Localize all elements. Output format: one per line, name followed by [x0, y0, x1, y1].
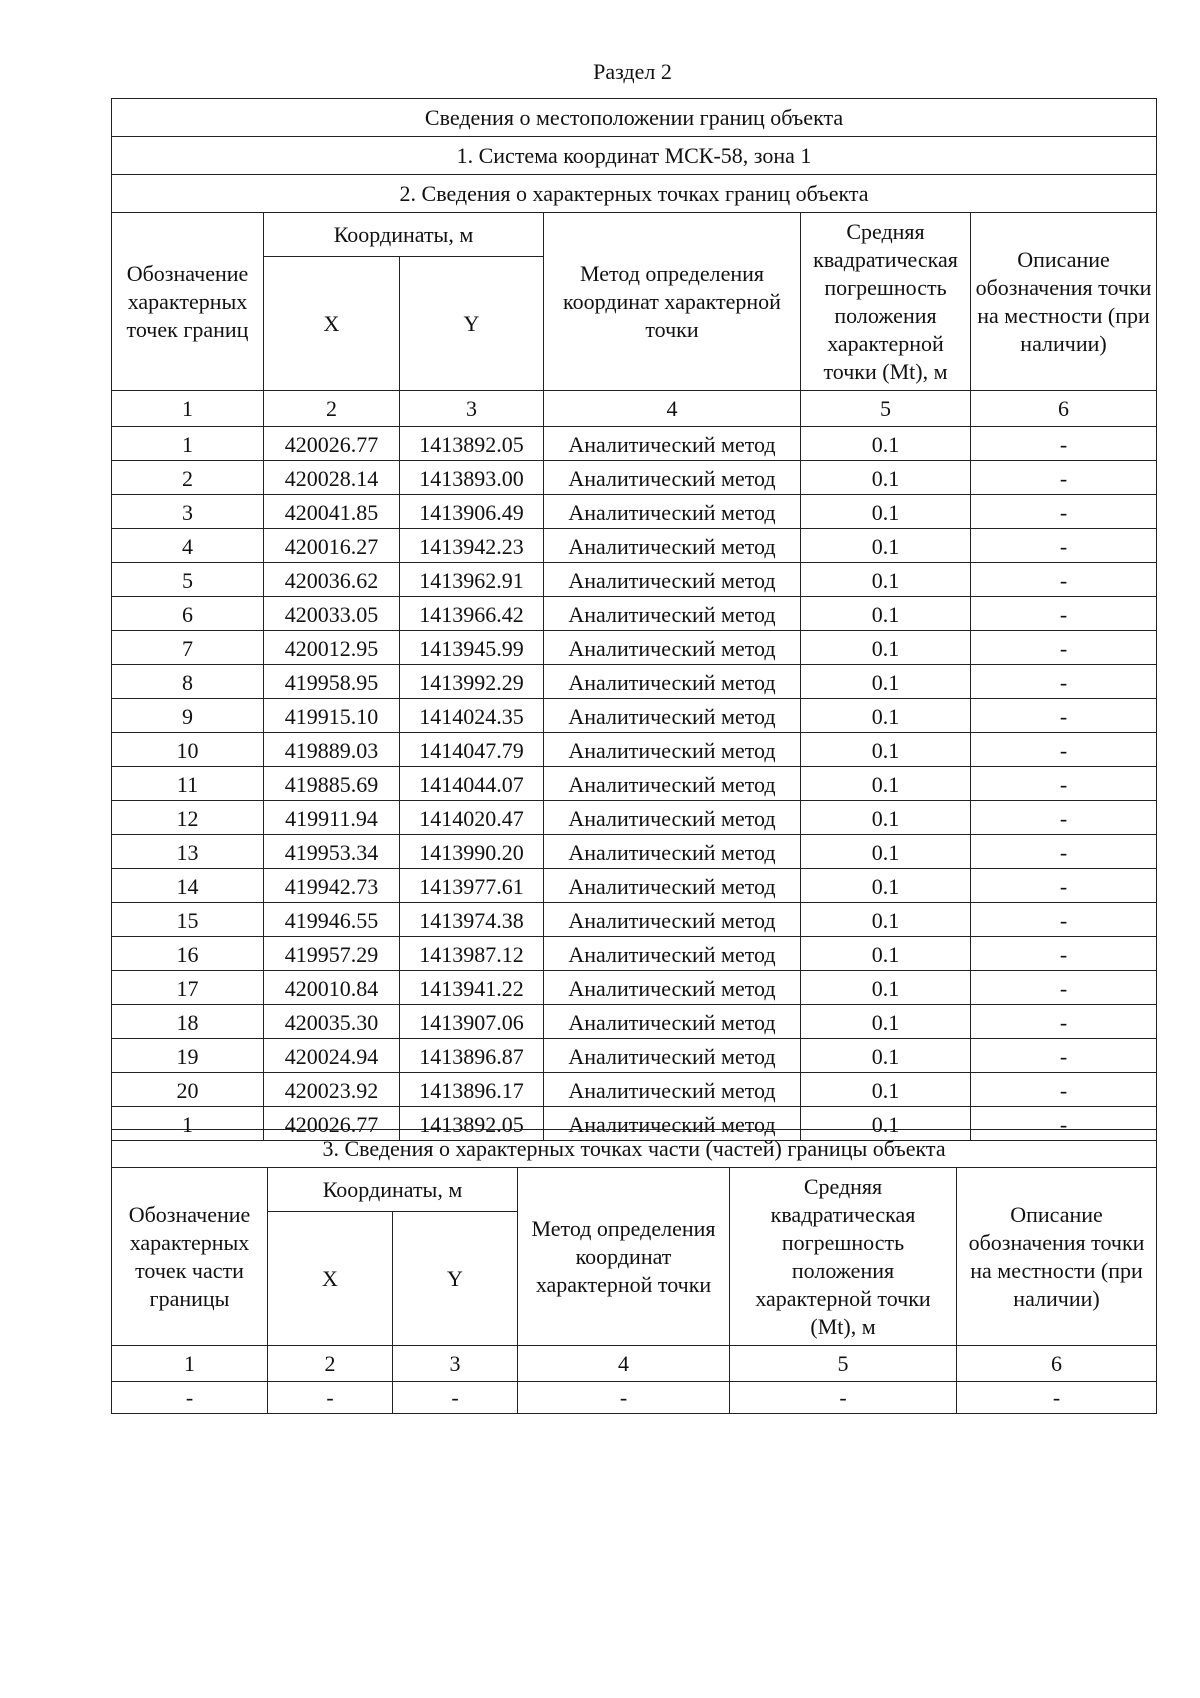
point-cell: 15: [112, 903, 264, 937]
header-method: Метод определения координат характерной точки: [518, 1168, 730, 1346]
table-row: [112, 699, 1157, 733]
header-designation: Обозначение характерных точек границ: [112, 213, 264, 391]
method-cell: Аналитический метод: [544, 461, 801, 495]
point-cell: 5: [112, 563, 264, 597]
column-number: 6: [971, 391, 1157, 427]
description-cell: -: [971, 1107, 1157, 1141]
x-cell: 420010.84: [264, 971, 400, 1005]
method-cell: Аналитический метод: [544, 767, 801, 801]
header-x: X: [264, 257, 400, 391]
header-coordinates: Координаты, м: [264, 213, 544, 257]
description-cell: -: [971, 767, 1157, 801]
y-cell: -: [393, 1382, 518, 1414]
table-row: [112, 801, 1157, 835]
y-cell: 1413893.00: [400, 461, 544, 495]
table-row: [112, 903, 1157, 937]
description-cell: -: [971, 869, 1157, 903]
method-cell: Аналитический метод: [544, 427, 801, 461]
method-cell: Аналитический метод: [544, 699, 801, 733]
point-cell: -: [112, 1382, 268, 1414]
x-cell: 420041.85: [264, 495, 400, 529]
table-row: [112, 665, 1157, 699]
description-cell: -: [971, 733, 1157, 767]
description-cell: -: [971, 665, 1157, 699]
error-cell: 0.1: [801, 937, 971, 971]
point-cell: 9: [112, 699, 264, 733]
header-error: Средняя квадратическая погрешность положения характерной точки (Mt), м: [730, 1168, 957, 1346]
x-cell: 419953.34: [264, 835, 400, 869]
column-number: 5: [730, 1346, 957, 1382]
point-cell: 18: [112, 1005, 264, 1039]
table-row: [112, 495, 1157, 529]
y-cell: 1413945.99: [400, 631, 544, 665]
error-cell: 0.1: [801, 665, 971, 699]
column-number: 2: [268, 1346, 393, 1382]
y-cell: 1413992.29: [400, 665, 544, 699]
method-cell: Аналитический метод: [544, 1005, 801, 1039]
boundary-points-table: [111, 98, 1157, 1141]
y-cell: 1413892.05: [400, 427, 544, 461]
method-cell: Аналитический метод: [544, 665, 801, 699]
x-cell: 420016.27: [264, 529, 400, 563]
error-cell: 0.1: [801, 427, 971, 461]
header-description: Описание обозначения точки на местности (при наличии): [971, 213, 1157, 391]
method-cell: Аналитический метод: [544, 495, 801, 529]
table-row: [112, 427, 1157, 461]
point-cell: 4: [112, 529, 264, 563]
x-cell: -: [268, 1382, 393, 1414]
description-cell: -: [971, 529, 1157, 563]
error-cell: 0.1: [801, 801, 971, 835]
method-cell: Аналитический метод: [544, 631, 801, 665]
y-cell: 1413962.91: [400, 563, 544, 597]
point-cell: 12: [112, 801, 264, 835]
point-cell: 14: [112, 869, 264, 903]
column-number: 4: [544, 391, 801, 427]
x-cell: 419911.94: [264, 801, 400, 835]
y-cell: 1413906.49: [400, 495, 544, 529]
error-cell: 0.1: [801, 461, 971, 495]
error-cell: 0.1: [801, 563, 971, 597]
point-cell: 7: [112, 631, 264, 665]
error-cell: 0.1: [801, 971, 971, 1005]
x-cell: 420026.77: [264, 1107, 400, 1141]
coord-system: 1. Система координат МСК-58, зона 1: [112, 137, 1157, 175]
error-cell: 0.1: [801, 835, 971, 869]
table-subtitle: 3. Сведения о характерных точках части (частей) границы объекта: [112, 1130, 1157, 1168]
description-cell: -: [957, 1382, 1157, 1414]
method-cell: Аналитический метод: [544, 971, 801, 1005]
y-cell: 1413974.38: [400, 903, 544, 937]
table-row: [112, 733, 1157, 767]
method-cell: Аналитический метод: [544, 597, 801, 631]
header-coordinates: Координаты, м: [268, 1168, 518, 1212]
method-cell: Аналитический метод: [544, 937, 801, 971]
table-row: [112, 461, 1157, 495]
point-cell: 19: [112, 1039, 264, 1073]
error-cell: 0.1: [801, 1005, 971, 1039]
method-cell: Аналитический метод: [544, 563, 801, 597]
error-cell: 0.1: [801, 699, 971, 733]
column-numbers-row: [112, 391, 1157, 427]
point-cell: 13: [112, 835, 264, 869]
y-cell: 1413941.22: [400, 971, 544, 1005]
x-cell: 420035.30: [264, 1005, 400, 1039]
error-cell: 0.1: [801, 903, 971, 937]
y-cell: 1414044.07: [400, 767, 544, 801]
error-cell: 0.1: [801, 1039, 971, 1073]
y-cell: 1413977.61: [400, 869, 544, 903]
column-number: 5: [801, 391, 971, 427]
header-method: Метод определения координат характерной точки: [544, 213, 801, 391]
table-row: [112, 631, 1157, 665]
header-y: Y: [393, 1212, 518, 1346]
error-cell: -: [730, 1382, 957, 1414]
point-cell: 17: [112, 971, 264, 1005]
table-row: [112, 1005, 1157, 1039]
y-cell: 1413907.06: [400, 1005, 544, 1039]
point-cell: 8: [112, 665, 264, 699]
table-row: [112, 529, 1157, 563]
table-row: [112, 597, 1157, 631]
description-cell: -: [971, 937, 1157, 971]
table-row: [112, 563, 1157, 597]
y-cell: 1413990.20: [400, 835, 544, 869]
y-cell: 1413896.17: [400, 1073, 544, 1107]
x-cell: 420033.05: [264, 597, 400, 631]
point-cell: 16: [112, 937, 264, 971]
description-cell: -: [971, 1073, 1157, 1107]
x-cell: 419885.69: [264, 767, 400, 801]
description-cell: -: [971, 1039, 1157, 1073]
column-number: 1: [112, 391, 264, 427]
method-cell: Аналитический метод: [544, 1039, 801, 1073]
point-cell: 3: [112, 495, 264, 529]
error-cell: 0.1: [801, 529, 971, 563]
description-cell: -: [971, 903, 1157, 937]
table-row: [112, 1382, 1157, 1414]
method-cell: Аналитический метод: [544, 733, 801, 767]
y-cell: 1413987.12: [400, 937, 544, 971]
y-cell: 1413892.05: [400, 1107, 544, 1141]
column-number: 3: [400, 391, 544, 427]
error-cell: 0.1: [801, 495, 971, 529]
y-cell: 1413966.42: [400, 597, 544, 631]
method-cell: Аналитический метод: [544, 835, 801, 869]
method-cell: Аналитический метод: [544, 1107, 801, 1141]
x-cell: 420036.62: [264, 563, 400, 597]
x-cell: 419957.29: [264, 937, 400, 971]
table-subtitle: 2. Сведения о характерных точках границ объекта: [112, 175, 1157, 213]
header-designation: Обозначение характерных точек части границы: [112, 1168, 268, 1346]
method-cell: Аналитический метод: [544, 903, 801, 937]
section-title: Раздел 2: [593, 59, 672, 84]
error-cell: 0.1: [801, 733, 971, 767]
column-number: 4: [518, 1346, 730, 1382]
y-cell: 1414047.79: [400, 733, 544, 767]
x-cell: 420024.94: [264, 1039, 400, 1073]
description-cell: -: [971, 427, 1157, 461]
x-cell: 419946.55: [264, 903, 400, 937]
table-title: Сведения о местоположении границ объекта: [112, 99, 1157, 137]
error-cell: 0.1: [801, 597, 971, 631]
x-cell: 420023.92: [264, 1073, 400, 1107]
error-cell: 0.1: [801, 1107, 971, 1141]
table-row: [112, 971, 1157, 1005]
description-cell: -: [971, 1005, 1157, 1039]
y-cell: 1413942.23: [400, 529, 544, 563]
y-cell: 1414024.35: [400, 699, 544, 733]
header-x: X: [268, 1212, 393, 1346]
header-y: Y: [400, 257, 544, 391]
table-row: [112, 767, 1157, 801]
column-number: 6: [957, 1346, 1157, 1382]
column-numbers-row: [112, 1346, 1157, 1382]
method-cell: Аналитический метод: [544, 801, 801, 835]
column-number: 1: [112, 1346, 268, 1382]
description-cell: -: [971, 495, 1157, 529]
header-description: Описание обозначения точки на местности (при наличии): [957, 1168, 1157, 1346]
column-number: 3: [393, 1346, 518, 1382]
point-cell: 6: [112, 597, 264, 631]
x-cell: 420012.95: [264, 631, 400, 665]
point-cell: 10: [112, 733, 264, 767]
x-cell: 419958.95: [264, 665, 400, 699]
description-cell: -: [971, 699, 1157, 733]
method-cell: Аналитический метод: [544, 529, 801, 563]
description-cell: -: [971, 597, 1157, 631]
error-cell: 0.1: [801, 1073, 971, 1107]
method-cell: Аналитический метод: [544, 869, 801, 903]
table-row: [112, 869, 1157, 903]
table-row: [112, 1073, 1157, 1107]
description-cell: -: [971, 631, 1157, 665]
column-number: 2: [264, 391, 400, 427]
description-cell: -: [971, 461, 1157, 495]
header-error: Средняя квадратическая погрешность положения характерной точки (Mt), м: [801, 213, 971, 391]
point-cell: 20: [112, 1073, 264, 1107]
table-row: [112, 937, 1157, 971]
description-cell: -: [971, 563, 1157, 597]
x-cell: 420028.14: [264, 461, 400, 495]
description-cell: -: [971, 971, 1157, 1005]
table-row: [112, 835, 1157, 869]
error-cell: 0.1: [801, 767, 971, 801]
error-cell: 0.1: [801, 869, 971, 903]
method-cell: -: [518, 1382, 730, 1414]
x-cell: 419942.73: [264, 869, 400, 903]
x-cell: 419889.03: [264, 733, 400, 767]
table-row: [112, 1039, 1157, 1073]
description-cell: -: [971, 801, 1157, 835]
method-cell: Аналитический метод: [544, 1073, 801, 1107]
point-cell: 2: [112, 461, 264, 495]
error-cell: 0.1: [801, 631, 971, 665]
y-cell: 1413896.87: [400, 1039, 544, 1073]
part-boundary-points-table: [111, 1129, 1157, 1414]
point-cell: 1: [112, 427, 264, 461]
description-cell: -: [971, 835, 1157, 869]
point-cell: 11: [112, 767, 264, 801]
y-cell: 1414020.47: [400, 801, 544, 835]
x-cell: 420026.77: [264, 427, 400, 461]
x-cell: 419915.10: [264, 699, 400, 733]
point-cell: 1: [112, 1107, 264, 1141]
